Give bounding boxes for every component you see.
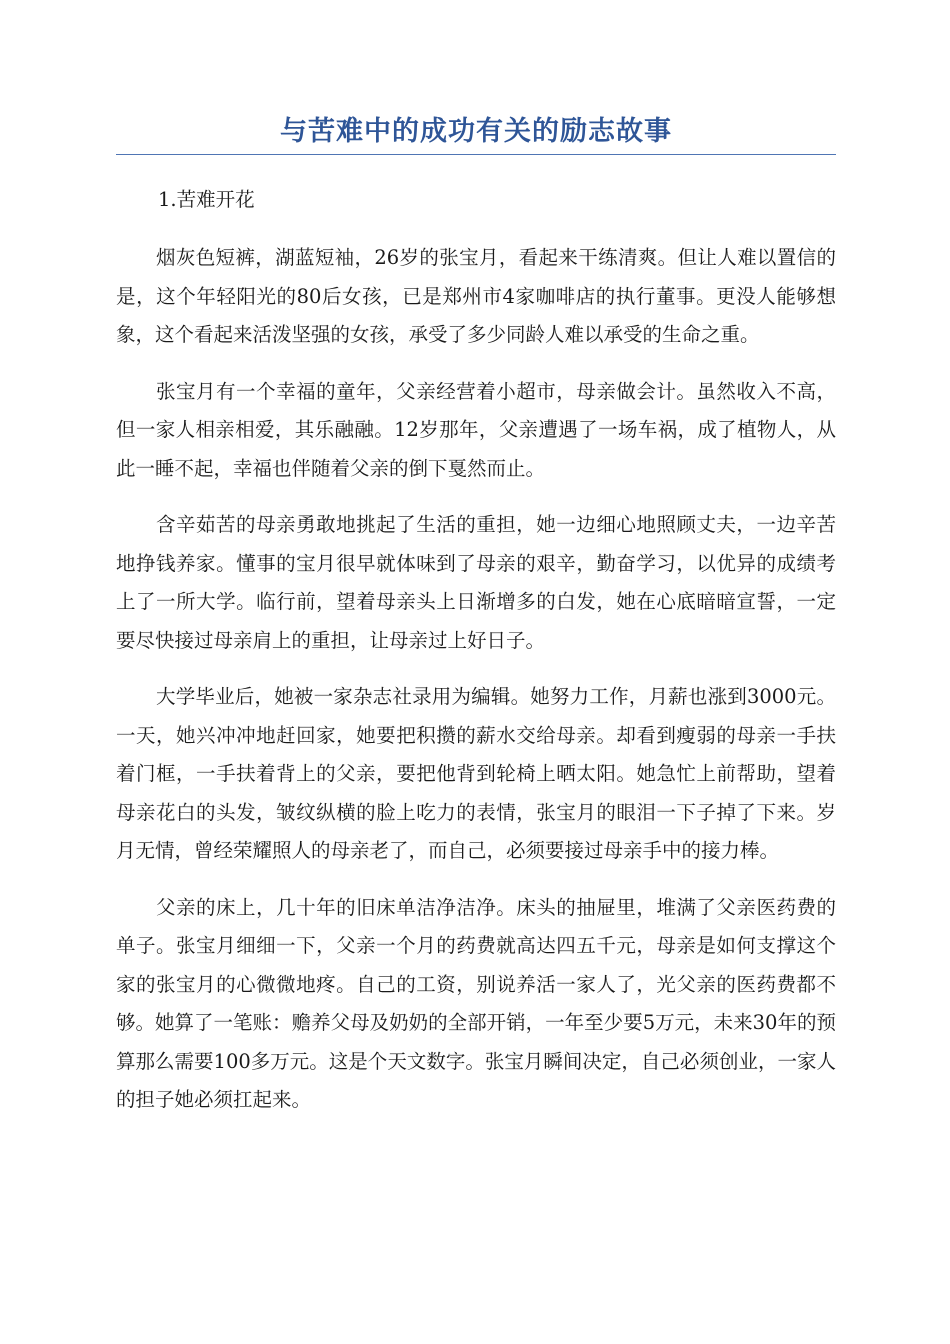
document-page: [116, 112, 836, 1120]
title-underline: [116, 154, 836, 155]
section-heading: 1.苦难开花: [158, 188, 255, 211]
paragraph-2: 张宝月有一个幸福的童年，父亲经营着小超市，母亲做会计。虽然收入不高，但一家人相亲相爱，其乐融融。12岁那年，父亲遭遇了一场车祸，成了植物人，从此一睡不起，幸福也伴随着父亲的倒下戛然而止。: [116, 379, 836, 480]
paragraph-4: 大学毕业后，她被一家杂志社录用为编辑。她努力工作，月薪也涨到3000元。一天，她兴冲冲地赶回家，她要把积攒的薪水交给母亲。却看到瘦弱的母亲一手扶着门框，一手扶着背上的父亲，要把他背到轮椅上晒太阳。她急忙上前帮助，望着母亲花白的头发，皱纹纵横的脸上吃力的表情，张宝月的眼泪一下子掉了下来。岁月无情，曾经荣耀照人的母亲老了，而自己，必须要接过母亲手中的接力棒。: [116, 685, 836, 862]
paragraph-5: 父亲的床上，几十年的旧床单洁净洁净。床头的抽屉里，堆满了父亲医药费的单子。张宝月细细一下，父亲一个月的药费就高达四五千元，母亲是如何支撑这个家的张宝月的心微微地疼。自己的工资，别说养活一家人了，光父亲的医药费都不够。她算了一笔账：赡养父母及奶奶的全部开销，一年至少要5万元，未来30年的预算那么需要100多万元。这是个天文数字。张宝月瞬间决定，自己必须创业，一家人的担子她必须扛起来。: [116, 895, 836, 1111]
paragraph-1: 烟灰色短裤，湖蓝短袖，26岁的张宝月，看起来干练清爽。但让人难以置信的是，这个年轻阳光的80后女孩，已是郑州市4家咖啡店的执行董事。更没人能够想象，这个看起来活泼坚强的女孩，承受了多少同龄人难以承受的生命之重。: [116, 246, 836, 346]
paragraph-3: 含辛茹苦的母亲勇敢地挑起了生活的重担，她一边细心地照顾丈夫，一边辛苦地挣钱养家。懂事的宝月很早就体味到了母亲的艰辛，勤奋学习，以优异的成绩考上了一所大学。临行前，望着母亲头上日渐增多的白发，她在心底暗暗宣誓，一定要尽快接过母亲肩上的重担，让母亲过上好日子。: [116, 513, 836, 652]
document-title: 与苦难中的成功有关的励志故事: [280, 116, 672, 147]
